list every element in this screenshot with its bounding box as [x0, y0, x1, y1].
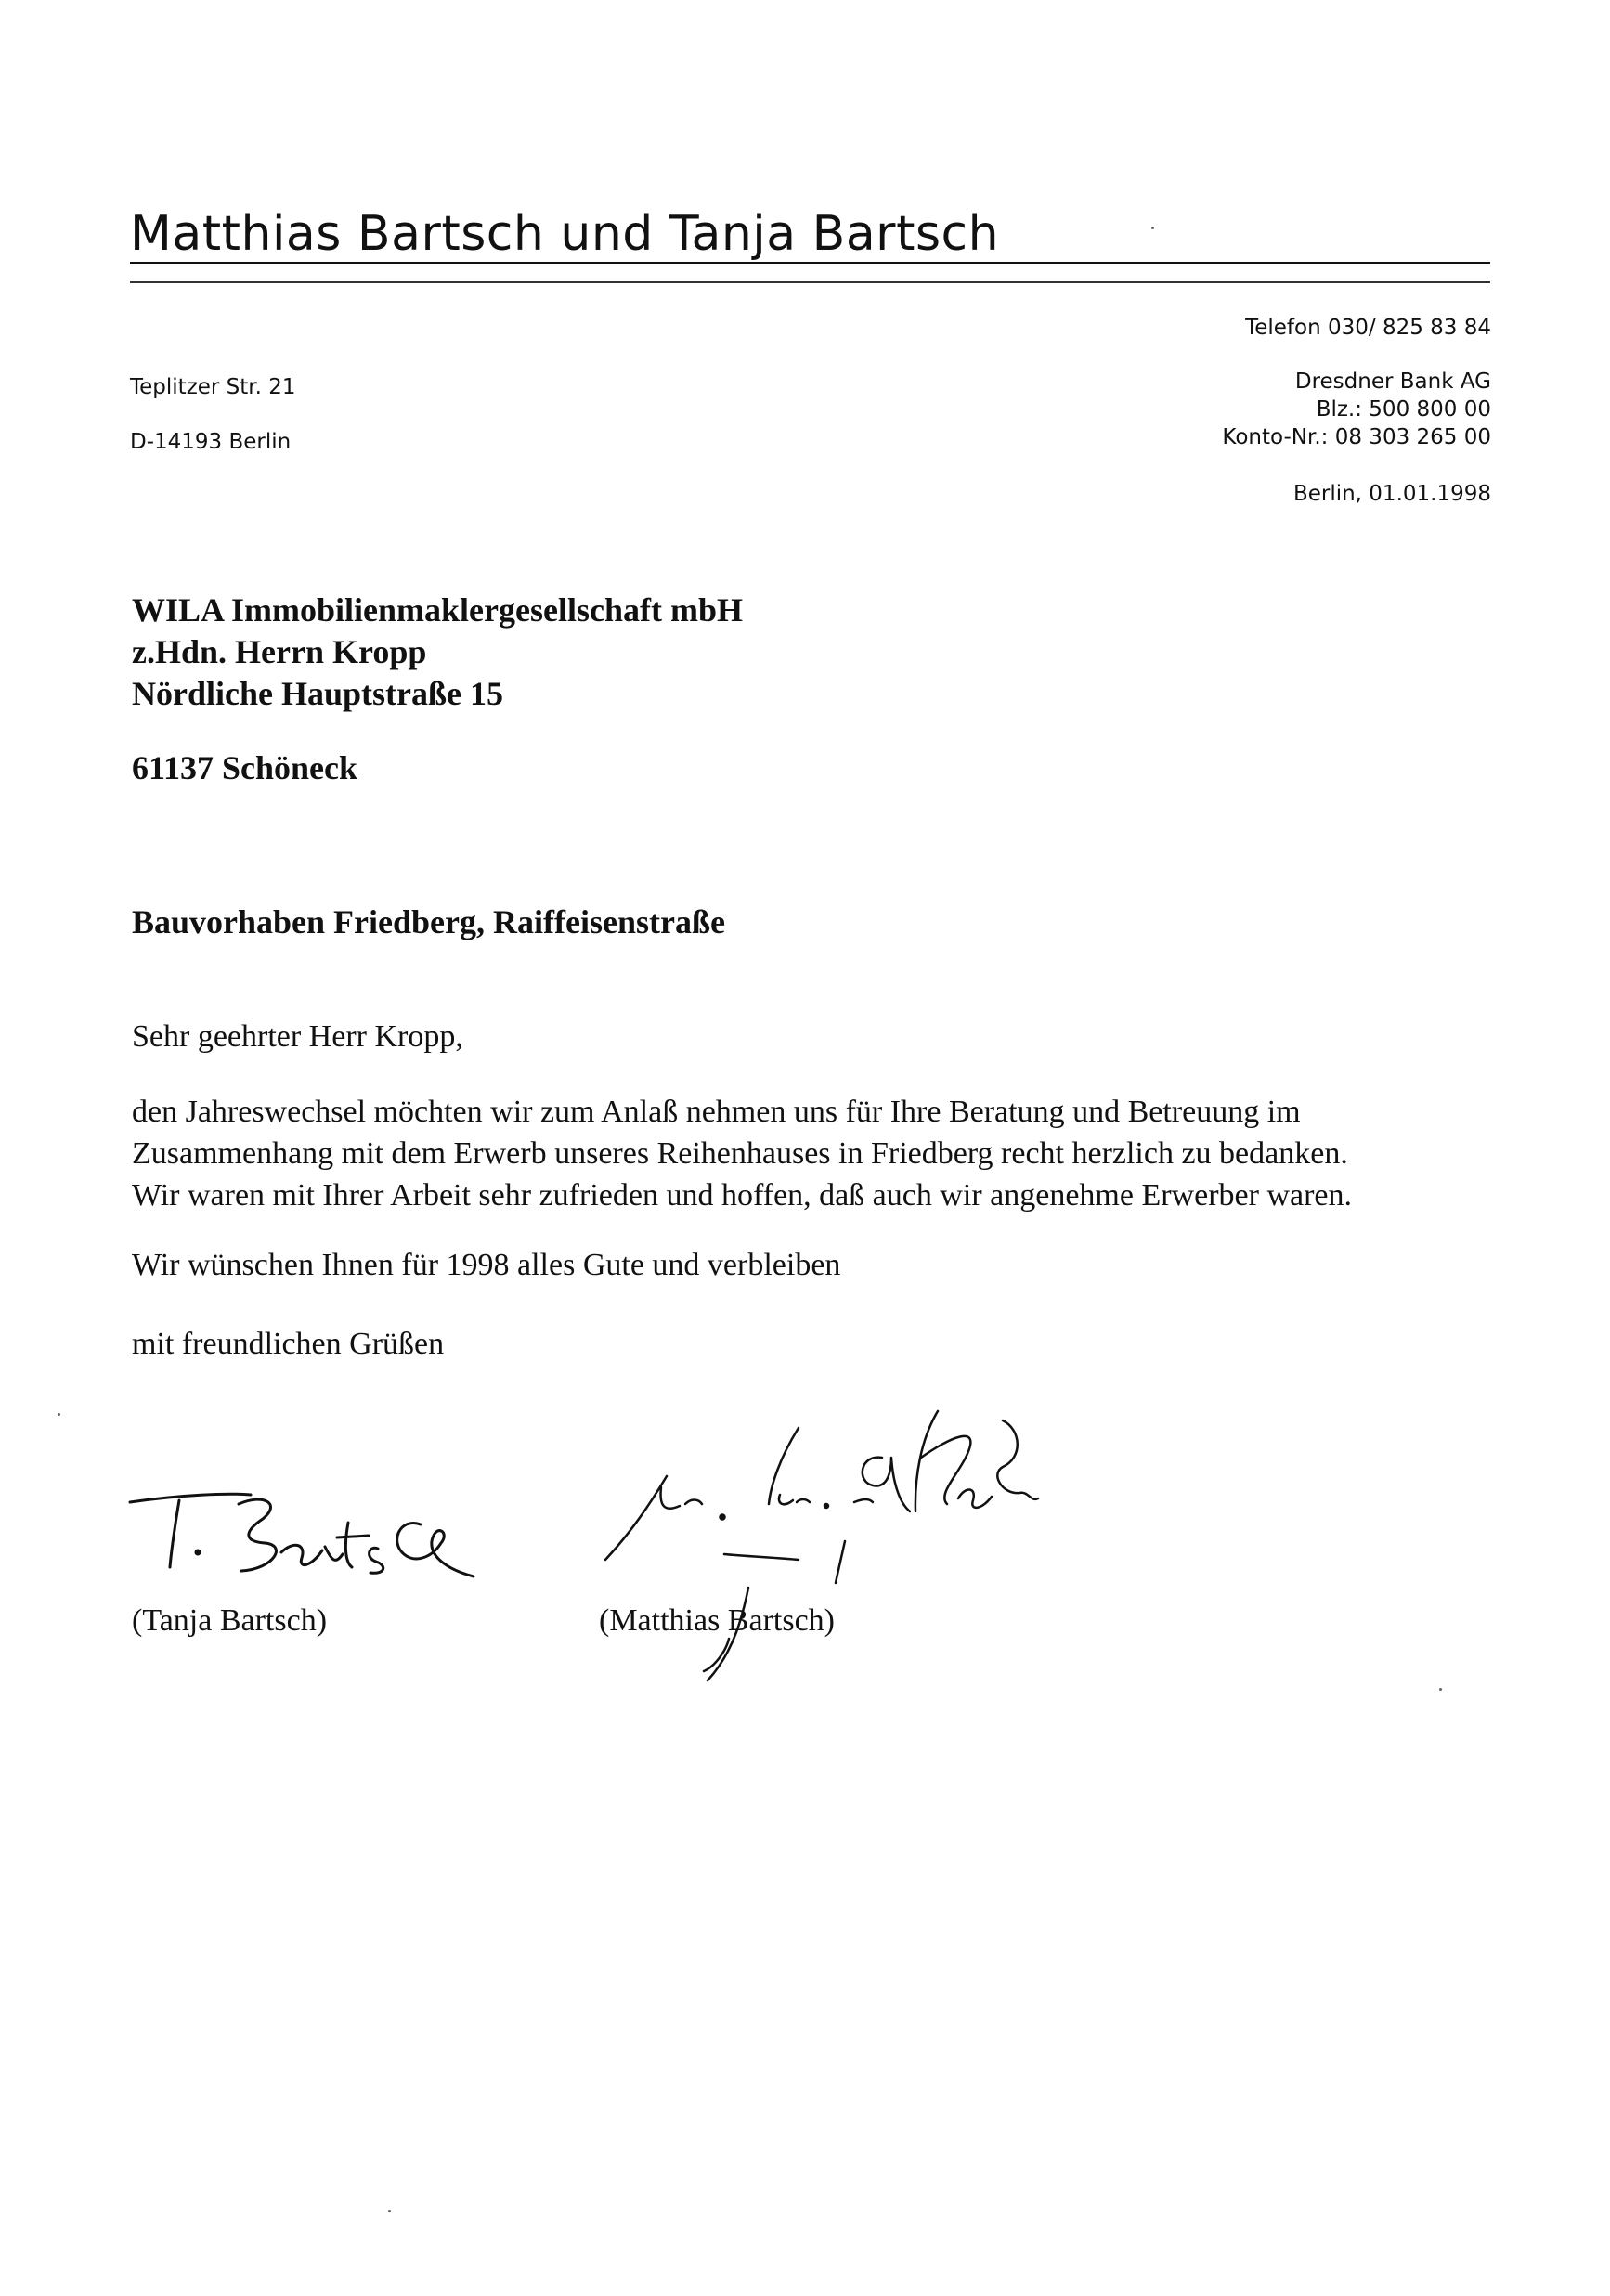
sender-city: D-14193 Berlin — [130, 430, 292, 454]
body-paragraph-2: Wir wünschen Ihnen für 1998 alles Gute und verbleiben — [132, 1248, 841, 1282]
body-paragraph-1 — [132, 1091, 1487, 1216]
body-line: Zusammenhang mit dem Erwerb unseres Reihenhauses in Friedberg recht herzlich zu bedanken. — [132, 1136, 1348, 1171]
recipient-street: Nördliche Hauptstraße 15 — [132, 675, 503, 712]
signature-matthias — [594, 1402, 1114, 1718]
body-line: Wir waren mit Ihrer Arbeit sehr zufrieden und hoffen, daß auch wir angenehme Erwerber waren. — [132, 1178, 1352, 1213]
scan-speck — [1439, 1688, 1442, 1691]
signature-tanja — [125, 1476, 497, 1588]
scan-speck — [58, 1413, 60, 1416]
salutation: Sehr geehrter Herr Kropp, — [132, 1019, 463, 1054]
signature-name-left: (Tanja Bartsch) — [132, 1603, 328, 1638]
subject-line: Bauvorhaben Friedberg, Raiffeisenstraße — [132, 903, 725, 940]
closing-phrase: mit freundlichen Grüßen — [132, 1327, 445, 1361]
recipient-city: 61137 Schöneck — [132, 749, 358, 786]
letter-date: Berlin, 01.01.1998 — [1292, 482, 1491, 506]
signature-name-right: (Matthias Bartsch) — [599, 1603, 835, 1638]
letterhead-rule-bottom — [130, 281, 1490, 283]
letterhead-title: Matthias Bartsch und Tanja Bartsch — [130, 206, 1000, 262]
phone-number: Telefon 030/ 825 83 84 — [1245, 316, 1491, 340]
recipient-company: WILA Immobilienmaklergesellschaft mbH — [132, 591, 743, 629]
bank-blz: Blz.: 500 800 00 — [1316, 397, 1491, 422]
scan-speck — [1151, 227, 1154, 229]
sender-street: Teplitzer Str. 21 — [130, 375, 296, 399]
bank-account: Konto-Nr.: 08 303 265 00 — [1222, 425, 1491, 449]
bank-name: Dresdner Bank AG — [1294, 370, 1491, 394]
letterhead-rule-top — [130, 262, 1490, 264]
body-line: den Jahreswechsel möchten wir zum Anlaß nehmen uns für Ihre Beratung und Betreuung im — [132, 1095, 1301, 1129]
scan-speck — [388, 2210, 391, 2212]
recipient-attention: z.Hdn. Herrn Kropp — [132, 633, 427, 670]
